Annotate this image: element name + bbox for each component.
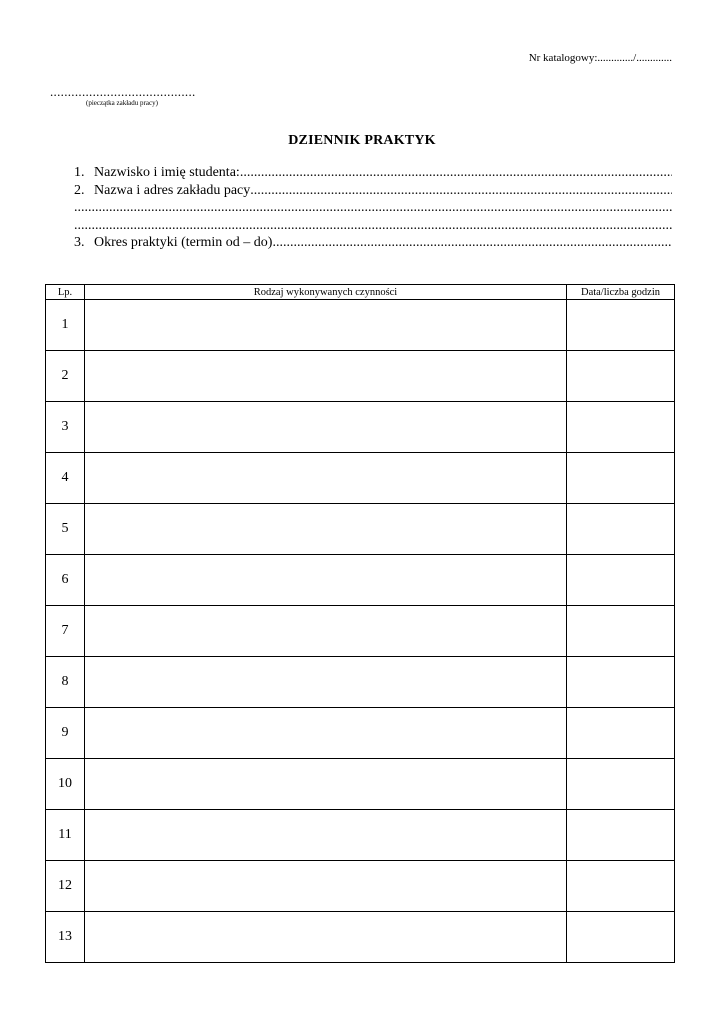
fill-in-dots xyxy=(240,164,672,182)
table-row xyxy=(46,402,675,453)
activity-cell[interactable] xyxy=(85,708,567,759)
date-hours-cell[interactable] xyxy=(567,402,675,453)
field-label: Nazwa i adres zakładu pacy xyxy=(94,182,251,198)
activity-cell[interactable] xyxy=(85,759,567,810)
table-row xyxy=(46,351,675,402)
row-number: 3 xyxy=(46,402,85,453)
fill-in-dots xyxy=(250,182,672,200)
field-label: Okres praktyki (termin od – do) xyxy=(94,235,273,250)
fill-in-dots xyxy=(74,217,672,235)
table-row xyxy=(46,708,675,759)
field-company-address-continued[interactable] xyxy=(74,199,672,217)
column-header-date-hours: Data/liczba godzin xyxy=(567,285,675,300)
row-number: 1 xyxy=(46,300,85,351)
activity-cell[interactable] xyxy=(85,606,567,657)
column-header-lp: Lp. xyxy=(46,285,85,300)
table-row xyxy=(46,300,675,351)
date-hours-cell[interactable] xyxy=(567,351,675,402)
row-number: 2 xyxy=(46,351,85,402)
field-company-address-continued[interactable] xyxy=(74,217,672,235)
activity-cell[interactable] xyxy=(85,657,567,708)
row-number: 8 xyxy=(46,657,85,708)
table-header-row xyxy=(46,285,675,300)
date-hours-cell[interactable] xyxy=(567,504,675,555)
column-header-activity: Rodzaj wykonywanych czynności xyxy=(85,285,567,300)
field-company-name-address[interactable] xyxy=(74,182,672,200)
field-internship-period[interactable] xyxy=(74,234,672,252)
company-stamp-placeholder: ......................................... xyxy=(50,84,196,99)
date-hours-cell[interactable] xyxy=(567,453,675,504)
date-hours-cell[interactable] xyxy=(567,606,675,657)
table-row xyxy=(46,657,675,708)
row-number: 5 xyxy=(46,504,85,555)
field-number: 2. xyxy=(74,182,85,198)
fill-in-dots xyxy=(272,234,672,252)
table-row xyxy=(46,810,675,861)
activity-cell[interactable] xyxy=(85,453,567,504)
table-row xyxy=(46,759,675,810)
row-number: 10 xyxy=(46,759,85,810)
field-student-name[interactable] xyxy=(74,164,672,182)
date-hours-cell[interactable] xyxy=(567,300,675,351)
catalog-number: Nr katalogowy:............./............. xyxy=(528,52,672,64)
table-row xyxy=(46,606,675,657)
row-number: 12 xyxy=(46,861,85,912)
activity-cell[interactable] xyxy=(85,300,567,351)
field-number: 3. xyxy=(74,235,85,250)
activity-cell[interactable] xyxy=(85,861,567,912)
activity-cell[interactable] xyxy=(85,402,567,453)
table-row xyxy=(46,453,675,504)
activity-cell[interactable] xyxy=(85,555,567,606)
activity-cell[interactable] xyxy=(85,810,567,861)
date-hours-cell[interactable] xyxy=(567,759,675,810)
date-hours-cell[interactable] xyxy=(567,861,675,912)
table-row xyxy=(46,912,675,963)
table-row xyxy=(46,504,675,555)
table-row xyxy=(46,861,675,912)
company-stamp-caption: (pieczątka zakładu pracy) xyxy=(86,99,158,107)
fill-in-dots xyxy=(74,199,672,217)
student-info-fields xyxy=(74,164,672,252)
table-row xyxy=(46,555,675,606)
date-hours-cell[interactable] xyxy=(567,657,675,708)
activity-cell[interactable] xyxy=(85,912,567,963)
document-title: DZIENNIK PRAKTYK xyxy=(288,133,436,148)
activity-cell[interactable] xyxy=(85,504,567,555)
row-number: 6 xyxy=(46,555,85,606)
row-number: 4 xyxy=(46,453,85,504)
activity-log-table xyxy=(45,284,675,963)
row-number: 9 xyxy=(46,708,85,759)
field-label: Nazwisko i imię studenta: xyxy=(94,165,240,180)
row-number: 11 xyxy=(46,810,85,861)
activity-cell[interactable] xyxy=(85,351,567,402)
row-number: 13 xyxy=(46,912,85,963)
row-number: 7 xyxy=(46,606,85,657)
date-hours-cell[interactable] xyxy=(567,912,675,963)
table-body xyxy=(46,300,675,963)
date-hours-cell[interactable] xyxy=(567,555,675,606)
date-hours-cell[interactable] xyxy=(567,810,675,861)
field-number: 1. xyxy=(74,165,85,180)
date-hours-cell[interactable] xyxy=(567,708,675,759)
